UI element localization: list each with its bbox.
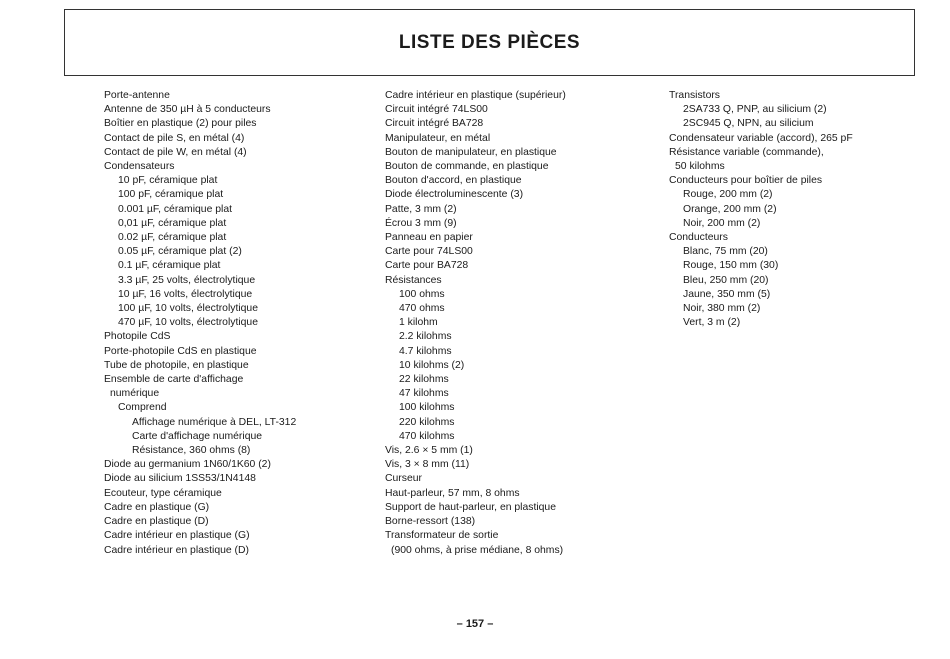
parts-list-item: 50 kilohms [675,161,725,173]
parts-list-item: 2.2 kilohms [399,331,452,343]
parts-list-item: Vis, 2.6 × 5 mm (1) [385,445,473,457]
page-title: LISTE DES PIÈCES [398,32,581,53]
parts-list-item: Borne-ressort (138) [385,516,476,528]
parts-list-item: 100 µF, 10 volts, électrolytique [118,303,258,315]
parts-list-item: 0.05 µF, céramique plat (2) [118,246,242,258]
parts-list-item: Carte d'affichage numérique [132,430,263,442]
parts-list-item: Conducteurs pour boîtier de piles [669,175,823,187]
parts-list-item: Diode au germanium 1N60/1K60 (2) [104,459,271,471]
parts-list-item: Rouge, 150 mm (30) [683,260,779,272]
parts-list-item: 100 kilohms [399,402,455,414]
parts-list-item: Noir, 380 mm (2) [683,303,761,315]
parts-column-2 [385,89,566,558]
parts-list-item: Bouton d'accord, en plastique [385,175,522,187]
parts-list-item: 100 ohms [399,288,445,300]
parts-list-item: 470 ohms [399,303,445,315]
parts-list-item: Vis, 3 × 8 mm (11) [385,459,470,471]
parts-list-item: Diode au silicium 1SS53/1N4148 [104,473,256,485]
parts-list-item: 10 µF, 16 volts, électrolytique [118,288,253,300]
parts-list-item: Photopile CdS [104,331,171,343]
parts-list-item: 0.1 µF, céramique plat [118,260,221,272]
parts-list-item: Porte-photopile CdS en plastique [104,345,257,357]
parts-list-item: Cadre en plastique (G) [104,501,210,513]
parts-list-item: Curseur [385,473,422,485]
parts-list-item: Transformateur de sortie [385,530,499,542]
parts-list-item: Comprend [118,402,167,414]
parts-list-item: Manipulateur, en métal [385,132,491,144]
parts-list-item: 0,01 µF, céramique plat [118,217,227,229]
title-box [64,9,915,76]
parts-list-item: 220 kilohms [399,416,455,428]
parts-list-item: Diode électroluminescente (3) [385,189,524,201]
parts-list-item: 47 kilohms [399,388,449,400]
parts-list-item: 1 kilohm [399,317,438,329]
parts-list-item: 4.7 kilohms [399,345,452,357]
parts-list-item: 2SC945 Q, NPN, au silicium [683,118,814,130]
parts-list-item: Antenne de 350 µH à 5 conducteurs [104,104,271,116]
parts-list-item: 22 kilohms [399,374,449,386]
parts-list-item: Noir, 200 mm (2) [683,217,761,229]
parts-list-item: 10 kilohms (2) [399,359,465,371]
parts-list-item: Orange, 200 mm (2) [683,203,777,215]
parts-list-item: Patte, 3 mm (2) [385,203,457,215]
parts-list-item: 10 pF, céramique plat [118,175,218,187]
parts-list-item: 3.3 µF, 25 volts, électrolytique [118,274,256,286]
parts-list-item: Haut-parleur, 57 mm, 8 ohms [385,487,520,499]
parts-list-item: Cadre intérieur en plastique (D) [104,544,249,556]
parts-list-item: Carte pour BA728 [385,260,469,272]
parts-list-item: 2SA733 Q, PNP, au silicium (2) [683,104,827,116]
parts-list-item: 0.02 µF, céramique plat [118,232,227,244]
parts-list-item: 0.001 µF, céramique plat [118,203,232,215]
parts-list-item: numérique [110,388,160,400]
page-number: – 157 – [456,618,494,630]
parts-list-item: Résistances [385,274,442,286]
parts-list-item: Cadre intérieur en plastique (supérieur) [385,90,566,101]
parts-list-item: Résistance, 360 ohms (8) [132,445,251,457]
parts-column-3 [669,89,853,330]
parts-list-item: Carte pour 74LS00 [385,246,473,258]
parts-list-item: Écrou 3 mm (9) [385,217,457,229]
parts-list-item: Contact de pile S, en métal (4) [104,132,245,144]
parts-list-item: Condensateur variable (accord), 265 pF [669,132,853,144]
parts-list-item: Blanc, 75 mm (20) [683,246,768,258]
parts-list-item: Circuit intégré 74LS00 [385,104,488,116]
parts-list-item: Résistance variable (commande), [669,146,824,158]
parts-list-item: Ecouteur, type céramique [104,487,222,499]
parts-list-item: (900 ohms, à prise médiane, 8 ohms) [391,544,564,556]
parts-list-item: Bouton de manipulateur, en plastique [385,146,557,158]
parts-list-item: 470 µF, 10 volts, électrolytique [118,317,258,329]
parts-list-item: 470 kilohms [399,430,455,442]
parts-list-item: Porte-antenne [104,90,170,101]
parts-list-item: Transistors [669,90,720,101]
parts-list-item: Bleu, 250 mm (20) [683,274,769,286]
parts-list-item: Rouge, 200 mm (2) [683,189,773,201]
parts-list-item: Condensateurs [104,161,175,173]
parts-list-item: Tube de photopile, en plastique [104,359,249,371]
parts-list-item: Conducteurs [669,232,728,244]
parts-list-item: Boîtier en plastique (2) pour piles [104,118,257,130]
parts-list-item: Bouton de commande, en plastique [385,161,549,173]
parts-column-1 [104,89,296,558]
parts-list-item: Contact de pile W, en métal (4) [104,146,247,158]
parts-list-item: Circuit intégré BA728 [385,118,484,130]
parts-list-item: Ensemble de carte d'affichage [104,374,244,386]
parts-list-item: Jaune, 350 mm (5) [683,288,771,300]
parts-list-item: Panneau en papier [385,232,473,244]
parts-list-item: Support de haut-parleur, en plastique [385,501,556,513]
parts-list-item: Cadre en plastique (D) [104,516,209,528]
parts-list-item: Affichage numérique à DEL, LT-312 [132,416,297,428]
parts-list-item: Vert, 3 m (2) [683,317,741,329]
parts-list-item: Cadre intérieur en plastique (G) [104,530,250,542]
parts-list-item: 100 pF, céramique plat [118,189,224,201]
